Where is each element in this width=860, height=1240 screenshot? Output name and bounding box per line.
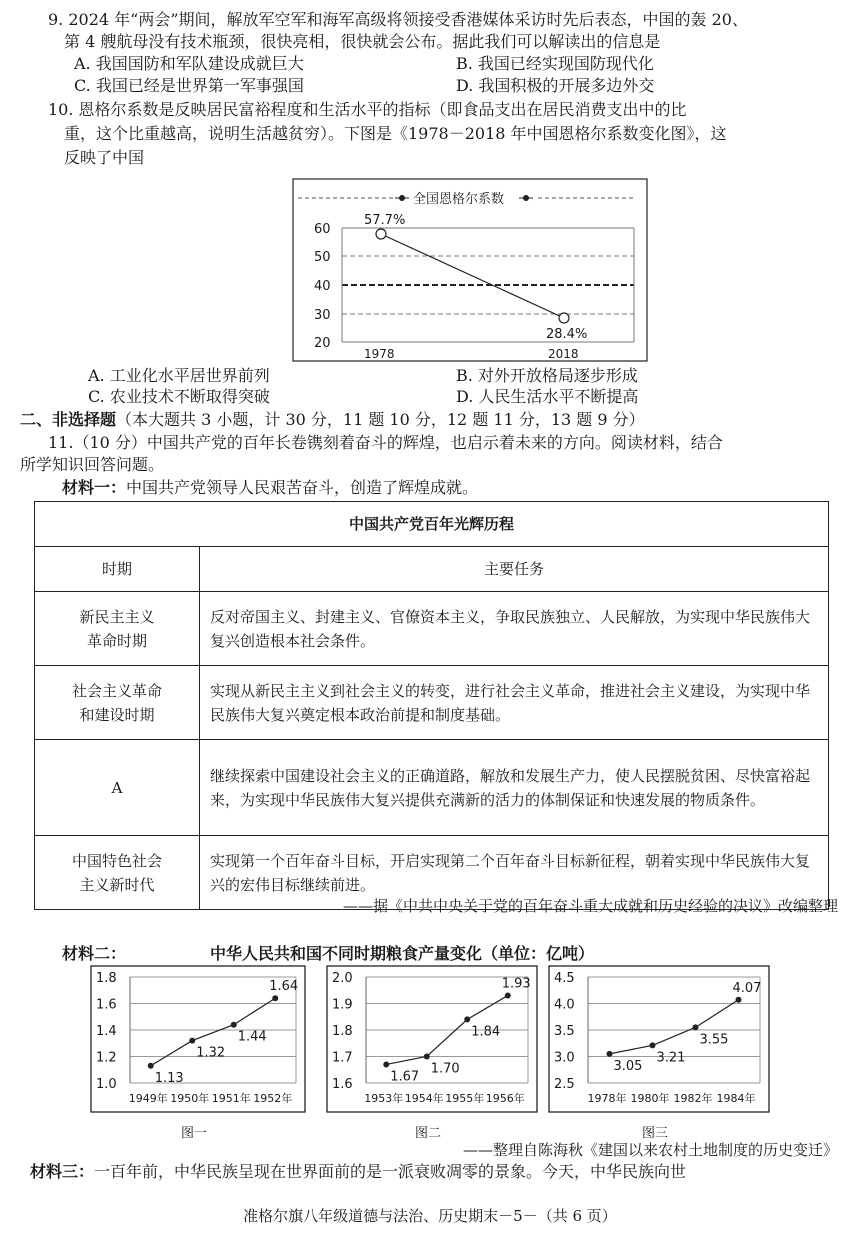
q9-option-c: C. 我国已经是世界第一军事强国	[74, 76, 304, 95]
q10-option-a: A. 工业化水平居世界前列	[88, 366, 270, 385]
x-tick-2018: 2018	[548, 347, 579, 361]
y-tick-label: 1.8	[96, 971, 117, 986]
period-cell: 社会主义革命 和建设时期	[35, 666, 200, 740]
data-label: 1.67	[390, 1069, 420, 1085]
data-point	[736, 997, 742, 1003]
x-tick-label: 1953年	[364, 1092, 404, 1105]
section2-heading: 二、非选择题	[20, 410, 117, 429]
data-label: 1.32	[196, 1045, 226, 1061]
task-cell: 继续探索中国建设社会主义的正确道路，解放和发展生产力，使人民摆脱贫困、尽快富裕起来，为实现中华民族伟大复兴提供充满新的活力的体制保证和快速发展的物质条件。	[200, 740, 829, 836]
engel-label-1978: 57.7%	[364, 213, 406, 228]
period-cell: 新民主主义 革命时期	[35, 592, 200, 666]
material3-label: 材料三：	[30, 1162, 95, 1181]
chart-caption: 图二	[415, 1126, 442, 1141]
engel-point-1978	[376, 229, 386, 239]
data-point	[607, 1051, 613, 1057]
data-label: 1.64	[269, 979, 299, 995]
q11-stem-line2: 所学知识回答问题。	[20, 455, 165, 474]
data-point	[148, 1063, 154, 1069]
q9-option-a: A. 我国国防和军队建设成就巨大	[74, 54, 304, 73]
x-tick-1978: 1978	[364, 347, 395, 361]
data-point	[424, 1054, 430, 1060]
material1-label: 材料一：	[62, 478, 127, 497]
y-tick-label: 3.5	[554, 1024, 575, 1039]
task-cell: 反对帝国主义、封建主义、官僚资本主义，争取民族独立、人民解放，为实现中华民族伟大复兴创造根本社会条件。	[200, 592, 829, 666]
q10-stem-line3: 反映了中国	[64, 148, 145, 167]
q9-option-b: B. 我国已经实现国防现代化	[456, 54, 654, 73]
y-tick-60: 60	[314, 222, 331, 237]
x-tick-label: 1950年	[170, 1092, 210, 1105]
chart-caption: 图三	[642, 1126, 669, 1141]
x-tick-label: 1982年	[673, 1092, 713, 1105]
data-label: 3.55	[699, 1032, 729, 1048]
y-tick-label: 1.6	[332, 1077, 353, 1092]
party-history-table	[34, 501, 829, 910]
material3-line	[30, 1162, 686, 1182]
section2-heading-line	[20, 410, 645, 430]
q10-stem-line1: 10. 恩格尔系数是反映居民富裕程度和生活水平的指标（即食品支出在居民消费支出中的比	[48, 100, 687, 119]
column-header-period: 时期	[35, 547, 200, 592]
table-row	[35, 740, 829, 836]
y-tick-label: 1.4	[96, 1024, 117, 1039]
y-tick-label: 2.0	[332, 971, 353, 986]
data-point	[383, 1061, 389, 1067]
x-tick-label: 1952年	[253, 1092, 293, 1105]
data-label: 1.13	[154, 1070, 184, 1086]
data-point	[505, 993, 511, 999]
material2-label: 材料二：	[62, 944, 127, 963]
engel-coefficient-chart	[292, 178, 648, 362]
q10-option-d: D. 人民生活水平不断提高	[456, 387, 639, 406]
y-tick-label: 2.5	[554, 1077, 575, 1092]
material3-text: 一百年前，中华民族呈现在世界面前的是一派衰败凋零的景象。今天，中华民族向世	[94, 1162, 687, 1181]
data-label: 1.93	[501, 976, 531, 992]
y-tick-30: 30	[314, 308, 331, 323]
task-cell: 实现从新民主主义到社会主义的转变，进行社会主义革命，推进社会主义建设，为实现中华民族伟大复兴奠定根本政治前提和制度基础。	[200, 666, 829, 740]
task-cell: 实现第一个百年奋斗目标，开启实现第二个百年奋斗目标新征程，朝着实现中华民族伟大复兴的宏伟目标继续前进。	[200, 836, 829, 910]
table-row	[35, 666, 829, 740]
period-cell: 中国特色社会 主义新时代	[35, 836, 200, 910]
y-tick-50: 50	[314, 250, 331, 265]
data-label: 1.84	[471, 1024, 501, 1040]
data-label: 1.70	[430, 1061, 460, 1077]
x-tick-label: 1954年	[404, 1092, 444, 1105]
y-tick-40: 40	[314, 279, 331, 294]
y-tick-label: 1.7	[332, 1050, 353, 1066]
data-point	[272, 995, 278, 1001]
x-tick-label: 1949年	[128, 1092, 168, 1105]
y-tick-label: 1.9	[332, 997, 353, 1013]
material1-intro	[62, 478, 478, 498]
x-tick-label: 1984年	[716, 1092, 756, 1105]
x-tick-label: 1978年	[587, 1092, 627, 1105]
engel-label-2018: 28.4%	[546, 327, 588, 342]
y-tick-label: 4.0	[554, 997, 575, 1013]
legend-marker-right	[523, 195, 529, 201]
q10-stem-line2: 重，这个比重越高，说明生活越贫穷）。下图是《1978－2018 年中国恩格尔系数变化图》，这	[64, 124, 727, 143]
x-tick-label: 1955年	[445, 1092, 485, 1105]
table-title: 中国共产党百年光辉历程	[35, 502, 829, 547]
q9-stem-line1: 9. 2024 年“两会”期间，解放军空军和海军高级将领接受香港媒体采访时先后表态，中国的轰 20、	[48, 10, 748, 29]
y-tick-label: 1.0	[96, 1077, 117, 1092]
table-row	[35, 592, 829, 666]
x-tick-label: 1951年	[211, 1092, 251, 1105]
data-label: 4.07	[732, 980, 762, 996]
y-tick-label: 4.5	[554, 971, 575, 986]
engel-legend-label: 全国恩格尔系数	[413, 192, 505, 207]
q10-option-b: B. 对外开放格局逐步形成	[456, 366, 638, 385]
y-tick-label: 1.2	[96, 1050, 117, 1066]
q9-option-d: D. 我国积极的开展多边外交	[456, 76, 655, 95]
chart-caption: 图一	[181, 1126, 208, 1141]
grain-output-charts	[90, 965, 770, 1145]
x-tick-label: 1956年	[485, 1092, 525, 1105]
section2-detail: （本大题共 3 小题，计 30 分，11 题 10 分，12 题 11 分，13 题 9 分）	[116, 410, 645, 429]
data-label: 1.44	[237, 1029, 267, 1045]
y-tick-label: 3.0	[554, 1050, 575, 1066]
column-header-task: 主要任务	[200, 547, 829, 592]
data-point	[693, 1024, 699, 1030]
x-tick-label: 1980年	[630, 1092, 670, 1105]
data-point	[464, 1016, 470, 1022]
data-point	[231, 1022, 237, 1028]
q9-stem-line2: 第 4 艘航母没有技术瓶颈，很快亮相，很快就会公布。据此我们可以解读出的信息是	[64, 32, 661, 51]
material2-title: 中华人民共和国不同时期粮食产量变化（单位：亿吨）	[210, 944, 595, 963]
engel-point-2018	[559, 313, 569, 323]
material1-source: ——据《中共中央关于党的百年奋斗重大成就和历史经验的决议》改编整理	[342, 897, 838, 915]
y-tick-label: 1.6	[96, 997, 117, 1013]
data-label: 3.21	[656, 1050, 686, 1066]
q11-stem-line1: 11.（10 分）中国共产党的百年长卷镌刻着奋斗的辉煌，也启示着未来的方向。阅读材料，结合	[48, 433, 723, 452]
y-tick-20: 20	[314, 336, 331, 351]
page-footer: 准格尔旗八年级道德与法治、历史期末－5－（共 6 页）	[243, 1207, 617, 1225]
period-cell: A	[35, 740, 200, 836]
material2-source: ——整理自陈海秋《建国以来农村土地制度的历史变迁》	[462, 1141, 838, 1159]
y-tick-label: 1.8	[332, 1024, 353, 1039]
data-point	[650, 1042, 656, 1048]
data-point	[189, 1038, 195, 1044]
material1-text: 中国共产党领导人民艰苦奋斗，创造了辉煌成就。	[126, 478, 479, 497]
q10-option-c: C. 农业技术不断取得突破	[88, 387, 270, 406]
data-label: 3.05	[613, 1058, 643, 1074]
engel-series-line	[381, 234, 564, 318]
